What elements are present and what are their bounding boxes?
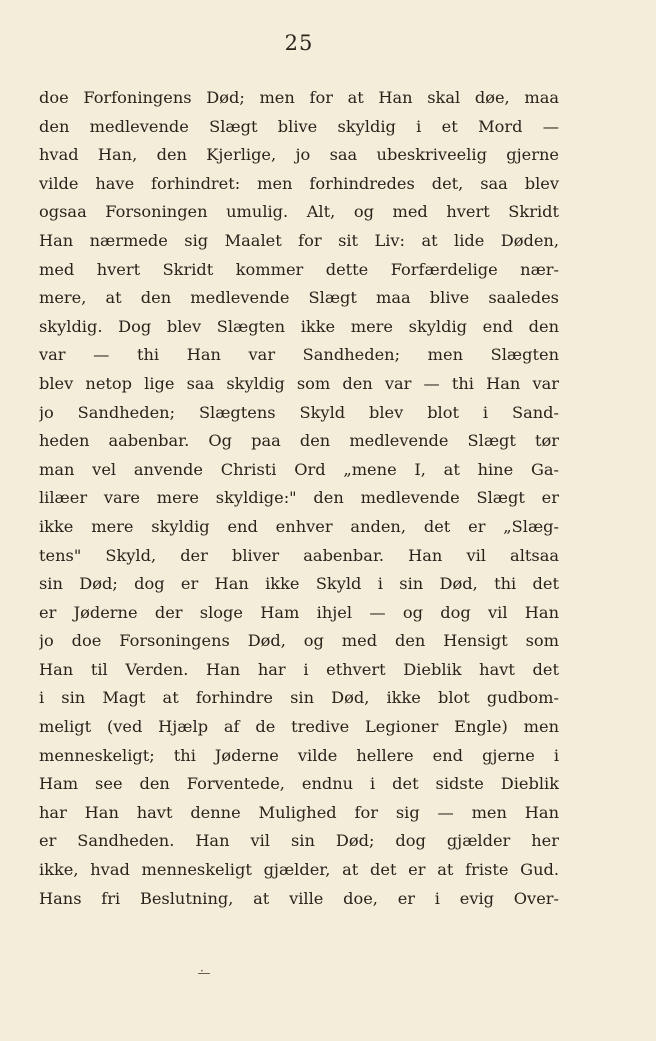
text-line: er Jøderne der sloge Ham ihjel — og dog vil Han [39,602,559,622]
text-line: Ham see den Forventede, endnu i det sidste Dieblik [39,774,559,794]
text-line: Hans fri Beslutning, at ville doe, er i evig Over- [39,888,559,908]
text-line: lilæer vare mere skyldige:" den medlevende Slægt er [39,488,559,508]
text-line: ikke, hvad menneskeligt gjælder, at det er at friste Gud. [39,860,559,880]
text-line: jo doe Forsoningens Død, og med den Hensigt som [39,631,559,651]
text-line: blev netop lige saa skyldig som den var — thi Han var [39,373,559,393]
text-line: Han til Verden. Han har i ethvert Dieblik havt det [39,659,559,679]
ink-dash-mark [198,972,210,974]
text-line: den medlevende Slægt blive skyldig i et Mord — [39,116,559,136]
text-line: har Han havt denne Mulighed for sig — men Han [39,802,559,822]
text-line: i sin Magt at forhindre sin Død, ikke blot gudbom- [39,688,559,708]
text-line: Han nærmede sig Maalet for sit Liv: at lide Døden, [39,230,559,250]
ink-speck-mark: · [200,964,204,978]
text-line: sin Død; dog er Han ikke Skyld i sin Død, thi det [39,574,559,594]
text-line: heden aabenbar. Og paa den medlevende Slægt tør [39,431,559,451]
text-line: doe Forfoningens Død; men for at Han skal døe, maa [39,88,559,107]
text-line: hvad Han, den Kjerlige, jo saa ubeskriveelig gjerne [39,145,559,165]
text-line: mere, at den medlevende Slægt maa blive saaledes [39,288,559,308]
text-line: var — thi Han var Sandheden; men Slægten [39,345,559,365]
text-line: er Sandheden. Han vil sin Død; dog gjælder her [39,831,559,851]
text-line: tens" Skyld, der bliver aabenbar. Han vil altsaa [39,545,559,565]
text-line: jo Sandheden; Slægtens Skyld blev blot i Sand- [39,402,559,422]
text-line: vilde have forhindret: men forhindredes det, saa blev [39,173,559,193]
body-text [39,84,559,913]
page-number: 25 [284,31,314,55]
text-line: menneskeligt; thi Jøderne vilde hellere end gjerne i [39,745,559,765]
text-line: med hvert Skridt kommer dette Forfærdelige nær- [39,259,559,279]
text-line: ikke mere skyldig end enhver anden, det er „Slæg- [39,516,559,536]
text-line: ogsaa Forsoningen umulig. Alt, og med hvert Skridt [39,202,559,222]
text-line: man vel anvende Christi Ord „mene I, at hine Ga- [39,459,559,479]
text-line: skyldig. Dog blev Slægten ikke mere skyldig end den [39,316,559,336]
text-line: meligt (ved Hjælp af de tredive Legioner Engle) men [39,717,559,737]
